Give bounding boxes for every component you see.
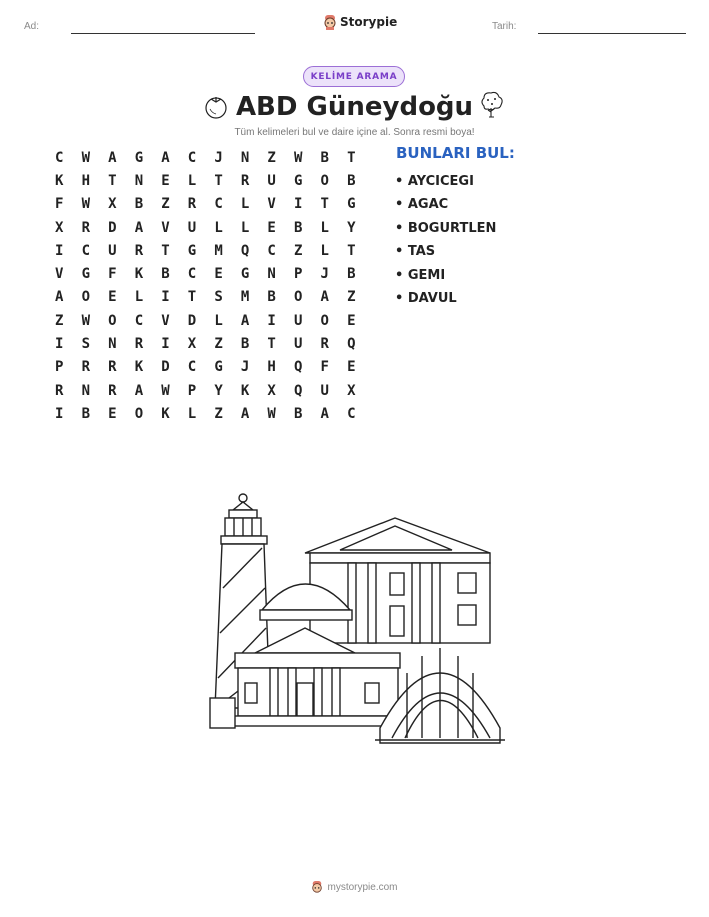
grid-letter[interactable]: O bbox=[320, 172, 329, 189]
word-item: • GEMI bbox=[395, 267, 446, 283]
grid-letter[interactable]: U bbox=[108, 242, 117, 259]
grid-letter[interactable]: A bbox=[320, 405, 329, 422]
grid-letter[interactable]: H bbox=[267, 359, 276, 376]
grid-letter[interactable]: E bbox=[214, 266, 223, 283]
grid-row bbox=[46, 193, 365, 216]
grid-letter[interactable]: O bbox=[134, 405, 144, 422]
grid-letter[interactable]: V bbox=[161, 312, 170, 329]
word-item: • AYCICEGI bbox=[395, 174, 474, 189]
grid-letter[interactable]: B bbox=[240, 336, 250, 353]
grid-letter[interactable]: L bbox=[320, 242, 329, 259]
grid-letter[interactable]: R bbox=[108, 382, 117, 399]
word-list bbox=[395, 170, 496, 310]
grid-letter[interactable]: C bbox=[214, 196, 223, 213]
grid-letter[interactable]: R bbox=[81, 219, 91, 236]
grid-letter[interactable]: C bbox=[347, 405, 356, 422]
grid-letter[interactable]: W bbox=[161, 382, 170, 399]
date-label: Tarih: bbox=[492, 21, 517, 32]
grid-row bbox=[46, 309, 365, 332]
grid-letter[interactable]: K bbox=[55, 172, 64, 189]
tree-icon bbox=[478, 90, 506, 120]
grid-letter[interactable]: W bbox=[81, 312, 91, 329]
grid-letter[interactable]: Q bbox=[293, 359, 303, 376]
grid-letter[interactable]: T bbox=[214, 172, 223, 189]
date-line[interactable] bbox=[538, 33, 686, 34]
grid-row bbox=[46, 262, 365, 285]
grid-letter[interactable]: N bbox=[108, 336, 117, 353]
grid-row bbox=[46, 379, 365, 402]
grid-letter[interactable]: X bbox=[187, 336, 197, 353]
grid-letter[interactable]: R bbox=[81, 359, 91, 376]
grid-letter[interactable]: A bbox=[134, 219, 144, 236]
grid-letter[interactable]: J bbox=[240, 359, 250, 376]
grid-letter[interactable]: D bbox=[187, 312, 197, 329]
grid-letter[interactable]: O bbox=[108, 312, 117, 329]
footer-url[interactable]: mystorypie.com bbox=[327, 881, 398, 893]
grid-letter[interactable]: R bbox=[134, 242, 144, 259]
grid-letter[interactable]: R bbox=[108, 359, 117, 376]
grid-letter[interactable]: C bbox=[187, 266, 197, 283]
grid-letter[interactable]: J bbox=[214, 149, 223, 166]
grid-letter[interactable]: K bbox=[161, 405, 170, 422]
grid-letter[interactable]: B bbox=[161, 266, 170, 283]
grid-letter[interactable]: U bbox=[293, 336, 303, 353]
grid-letter[interactable]: S bbox=[81, 336, 91, 353]
grid-letter[interactable]: C bbox=[55, 149, 64, 166]
grid-letter[interactable]: E bbox=[108, 289, 117, 306]
grid-letter[interactable]: T bbox=[320, 196, 329, 213]
storypie-logo-icon bbox=[311, 880, 323, 894]
grid-letter[interactable]: G bbox=[134, 149, 144, 166]
grid-letter[interactable]: X bbox=[108, 196, 117, 213]
grid-letter[interactable]: R bbox=[187, 196, 197, 213]
grid-letter[interactable]: I bbox=[161, 289, 170, 306]
grid-letter[interactable]: Y bbox=[214, 382, 223, 399]
grid-letter[interactable]: X bbox=[267, 382, 276, 399]
grid-letter[interactable]: K bbox=[134, 266, 144, 283]
grid-letter[interactable]: T bbox=[347, 242, 356, 259]
grid-letter[interactable]: F bbox=[55, 196, 64, 213]
grid-letter[interactable]: T bbox=[108, 172, 117, 189]
storypie-logo-icon bbox=[323, 14, 337, 30]
word-item: • BOGURTLEN bbox=[395, 220, 497, 236]
grid-letter[interactable]: L bbox=[240, 219, 250, 236]
grid-letter[interactable]: D bbox=[161, 359, 170, 376]
instructions: Tüm kelimeleri bul ve daire içine al. Sonra resmi boya! bbox=[234, 127, 475, 138]
grid-letter[interactable]: B bbox=[347, 266, 356, 283]
grid-letter[interactable]: P bbox=[293, 266, 303, 283]
grid-letter[interactable]: I bbox=[293, 196, 303, 213]
grid-letter[interactable]: W bbox=[81, 149, 91, 166]
grid-letter[interactable]: I bbox=[161, 336, 170, 353]
word-item: • TAS bbox=[395, 244, 436, 260]
grid-letter[interactable]: W bbox=[267, 405, 276, 422]
grid-letter[interactable]: G bbox=[81, 266, 91, 283]
grid-letter[interactable]: Z bbox=[214, 336, 223, 353]
brand-header bbox=[323, 14, 397, 30]
grid-letter[interactable]: C bbox=[267, 242, 276, 259]
grid-letter[interactable]: L bbox=[187, 172, 197, 189]
grid-letter[interactable]: I bbox=[55, 242, 64, 259]
grid-letter[interactable]: E bbox=[108, 405, 117, 422]
grid-letter[interactable]: V bbox=[55, 266, 64, 283]
grid-letter[interactable]: I bbox=[55, 405, 64, 422]
grid-row bbox=[46, 239, 365, 262]
grid-letter[interactable]: Z bbox=[293, 242, 303, 259]
grid-letter[interactable]: Q bbox=[240, 242, 250, 259]
grid-letter[interactable]: B bbox=[320, 149, 329, 166]
grid-letter[interactable]: B bbox=[293, 405, 303, 422]
grid-letter[interactable]: R bbox=[55, 382, 64, 399]
grid-letter[interactable]: W bbox=[81, 196, 91, 213]
grid-letter[interactable]: B bbox=[134, 196, 144, 213]
grid-letter[interactable]: L bbox=[214, 312, 223, 329]
grid-letter[interactable]: U bbox=[187, 219, 197, 236]
grid-letter[interactable]: I bbox=[55, 336, 64, 353]
grid-letter[interactable]: J bbox=[320, 266, 329, 283]
grid-letter[interactable]: G bbox=[187, 242, 197, 259]
grid-letter[interactable]: L bbox=[134, 289, 144, 306]
grid-letter[interactable]: E bbox=[267, 219, 276, 236]
grid-row bbox=[46, 356, 365, 379]
grid-letter[interactable]: A bbox=[108, 149, 117, 166]
grid-letter[interactable]: P bbox=[187, 382, 197, 399]
grid-letter[interactable]: T bbox=[187, 289, 197, 306]
grid-row bbox=[46, 169, 365, 192]
grid-letter[interactable]: L bbox=[240, 196, 250, 213]
grid-letter[interactable]: O bbox=[293, 289, 303, 306]
grid-letter[interactable]: U bbox=[320, 382, 329, 399]
grid-letter[interactable]: M bbox=[240, 289, 250, 306]
grid-letter[interactable]: F bbox=[320, 359, 329, 376]
grid-letter[interactable]: Z bbox=[267, 149, 276, 166]
name-line[interactable] bbox=[71, 33, 255, 34]
grid-letter[interactable]: D bbox=[108, 219, 117, 236]
grid-row bbox=[46, 402, 365, 425]
name-label: Ad: bbox=[24, 21, 40, 32]
grid-letter[interactable]: H bbox=[81, 172, 91, 189]
southeast-buildings-illustration bbox=[200, 488, 510, 746]
word-item: • DAVUL bbox=[395, 290, 457, 306]
grid-letter[interactable]: R bbox=[134, 336, 144, 353]
grid-letter[interactable]: X bbox=[55, 219, 64, 236]
grid-letter[interactable]: O bbox=[320, 312, 329, 329]
grid-letter[interactable]: E bbox=[161, 172, 170, 189]
grid-letter[interactable]: V bbox=[161, 219, 170, 236]
grid-letter[interactable]: N bbox=[240, 149, 250, 166]
grid-letter[interactable]: R bbox=[240, 172, 250, 189]
grid-letter[interactable]: E bbox=[347, 312, 356, 329]
grid-letter[interactable]: L bbox=[187, 405, 197, 422]
grid-letter[interactable]: K bbox=[240, 382, 250, 399]
grid-letter[interactable]: N bbox=[134, 172, 144, 189]
word-search-grid[interactable] bbox=[46, 146, 365, 426]
grid-letter[interactable]: A bbox=[161, 149, 170, 166]
grid-letter[interactable]: P bbox=[55, 359, 64, 376]
grid-letter[interactable]: B bbox=[267, 289, 276, 306]
grid-letter[interactable]: R bbox=[320, 336, 329, 353]
grid-letter[interactable]: E bbox=[347, 359, 356, 376]
grid-letter[interactable]: A bbox=[320, 289, 329, 306]
grid-letter[interactable]: S bbox=[214, 289, 223, 306]
grid-letter[interactable]: M bbox=[214, 242, 223, 259]
page-title: ABD Güneydoğu bbox=[235, 92, 474, 122]
grid-letter[interactable]: Q bbox=[347, 336, 356, 353]
grid-letter[interactable]: A bbox=[55, 289, 64, 306]
grid-letter[interactable]: C bbox=[187, 149, 197, 166]
grid-row bbox=[46, 286, 365, 309]
brand-name: Storypie bbox=[340, 15, 398, 29]
word-item: • AGAC bbox=[395, 197, 449, 213]
grid-letter[interactable]: U bbox=[293, 312, 303, 329]
grid-letter[interactable]: G bbox=[293, 172, 303, 189]
grid-letter[interactable]: L bbox=[320, 219, 329, 236]
grid-letter[interactable]: C bbox=[134, 312, 144, 329]
category-badge: KELİME ARAMA bbox=[303, 66, 405, 87]
grid-letter[interactable]: T bbox=[347, 149, 356, 166]
grid-letter[interactable]: I bbox=[267, 312, 276, 329]
grid-letter[interactable]: L bbox=[214, 219, 223, 236]
grid-letter[interactable]: T bbox=[267, 336, 276, 353]
grid-letter[interactable]: N bbox=[81, 382, 91, 399]
grid-letter[interactable]: T bbox=[161, 242, 170, 259]
grid-letter[interactable]: B bbox=[347, 172, 356, 189]
grid-letter[interactable]: G bbox=[347, 196, 356, 213]
grid-letter[interactable]: K bbox=[134, 359, 144, 376]
grid-letter[interactable]: A bbox=[240, 312, 250, 329]
grid-letter[interactable]: V bbox=[267, 196, 276, 213]
grid-letter[interactable]: Z bbox=[161, 196, 170, 213]
grid-letter[interactable]: C bbox=[81, 242, 91, 259]
grid-letter[interactable]: Q bbox=[293, 382, 303, 399]
grid-letter[interactable]: F bbox=[108, 266, 117, 283]
word-list-title: BUNLARI BUL: bbox=[396, 144, 515, 162]
grid-letter[interactable]: C bbox=[187, 359, 197, 376]
grid-letter[interactable]: B bbox=[81, 405, 91, 422]
grid-letter[interactable]: Y bbox=[347, 219, 356, 236]
grid-letter[interactable]: O bbox=[81, 289, 91, 306]
grid-row bbox=[46, 332, 365, 355]
grid-row bbox=[46, 216, 365, 239]
grid-row bbox=[46, 146, 365, 169]
footer bbox=[0, 880, 709, 894]
grid-letter[interactable]: N bbox=[267, 266, 276, 283]
grid-letter[interactable]: W bbox=[293, 149, 303, 166]
grid-letter[interactable]: Z bbox=[214, 405, 223, 422]
grid-letter[interactable]: Z bbox=[347, 289, 356, 306]
grid-letter[interactable]: Z bbox=[55, 312, 64, 329]
grid-letter[interactable]: X bbox=[347, 382, 356, 399]
grid-letter[interactable]: B bbox=[293, 219, 303, 236]
grid-letter[interactable]: G bbox=[240, 266, 250, 283]
grid-letter[interactable]: A bbox=[240, 405, 250, 422]
grid-letter[interactable]: U bbox=[267, 172, 276, 189]
grid-letter[interactable]: G bbox=[214, 359, 223, 376]
grid-letter[interactable]: A bbox=[134, 382, 144, 399]
